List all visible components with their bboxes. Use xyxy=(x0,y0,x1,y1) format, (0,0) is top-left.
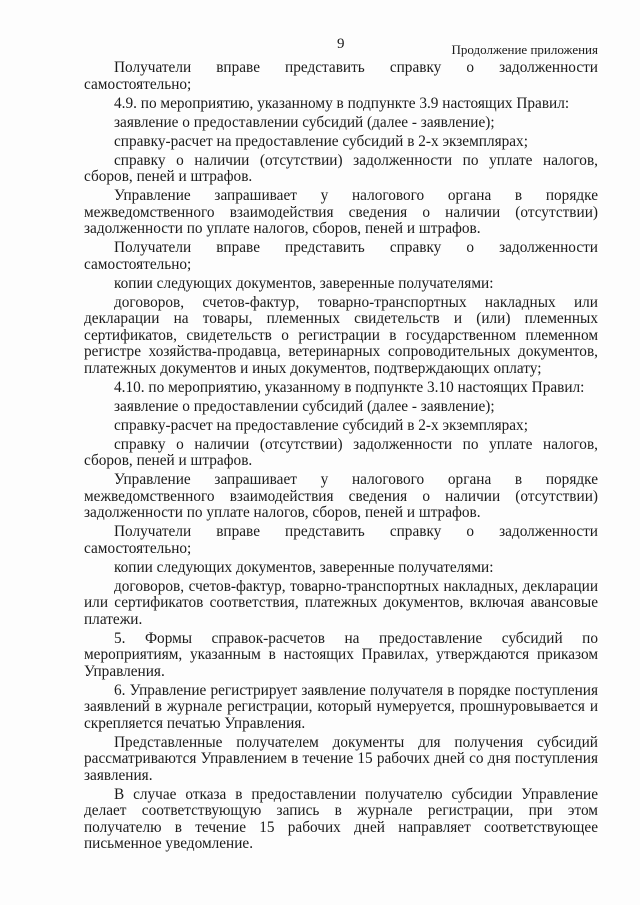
paragraph: Управление запрашивает у налогового органа в порядке межведомственного взаимодействия сведения о наличии (отсутствии) задолженности по уплате налогов, сборов, пеней и штрафов. xyxy=(84,471,598,521)
running-header: Продолжение приложения xyxy=(451,42,598,57)
paragraph: 4.9. по мероприятию, указанному в подпункте 3.9 настоящих Правил: xyxy=(114,94,570,112)
paragraph: справку-расчет на предоставление субсидий в 2-х экземплярах; xyxy=(114,416,528,434)
paragraph: копии следующих документов, заверенные получателями: xyxy=(114,274,494,292)
paragraph: Получатели вправе представить справку о задолженности самостоятельно; xyxy=(84,59,598,93)
paragraph: В случае отказа в предоставлении получателю субсидии Управление делает соответствующую запись в журнале регистрации, при этом получателю в течение 15 рабочих дней направляет соответствующее письменное уведомление. xyxy=(84,785,598,852)
paragraph: Представленные получателем документы для получения субсидий рассматриваются Управлением в течение 15 рабочих дней со дня поступления заявления. xyxy=(84,733,598,784)
paragraph: справку-расчет на предоставление субсидий в 2-х экземплярах; xyxy=(114,132,528,150)
paragraph: Получатели вправе представить справку о задолженности самостоятельно; xyxy=(84,239,598,273)
paragraph: 6. Управление регистрирует заявление получателя в порядке поступления заявлений в журнале регистрации, который нумеруется, прошнуровывается и скрепляется печатью Управления. xyxy=(84,681,598,732)
paragraph: справку о наличии (отсутствии) задолженности по уплате налогов, сборов, пеней и штрафов. xyxy=(84,435,598,469)
paragraph: Управление запрашивает у налогового органа в порядке межведомственного взаимодействия сведения о наличии (отсутствии) задолженности по уплате налогов, сборов, пеней и штрафов. xyxy=(84,187,598,237)
page-number: 9 xyxy=(337,36,345,52)
paragraph: копии следующих документов, заверенные получателями: xyxy=(114,558,494,576)
body-text xyxy=(84,60,598,855)
paragraph: заявление о предоставлении субсидий (далее - заявление); xyxy=(114,113,495,131)
paragraph: договоров, счетов-фактур, товарно-транспортных накладных, декларации или сертификатов соответствия, платежных документов, включая авансовые платежи. xyxy=(84,577,598,628)
paragraph: Получатели вправе представить справку о задолженности самостоятельно; xyxy=(84,523,598,557)
paragraph: 5. Формы справок-расчетов на предоставление субсидий по мероприятиям, указанным в настоящих Правилах, утверждаются приказом Управления. xyxy=(84,629,598,680)
paragraph: заявление о предоставлении субсидий (далее - заявление); xyxy=(114,397,495,415)
paragraph: 4.10. по мероприятию, указанному в подпункте 3.10 настоящих Правил: xyxy=(114,378,585,396)
paragraph: договоров, счетов-фактур, товарно-транспортных накладных или декларации на товары, племенных свидетельств и (или) племенных сертификатов, свидетельств о регистрации в государственном племенном регистре хозяйства-продавца, ветеринарных сопроводительных документов, платежных документов и иных документов, подтверждающих оплату; xyxy=(84,293,598,377)
paragraph: справку о наличии (отсутствии) задолженности по уплате налогов, сборов, пеней и штрафов. xyxy=(84,151,598,185)
